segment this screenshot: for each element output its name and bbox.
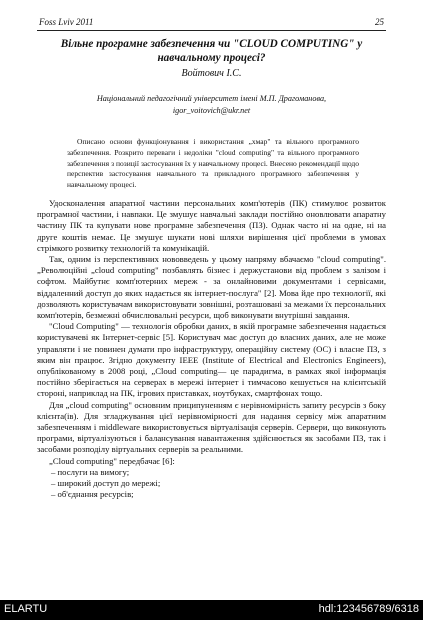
paragraph: „Cloud computing" передбачає [6]: — [49, 455, 175, 466]
paragraph: "Cloud Computing" — технологія обробки даних, в якій програмне забезпечення надається користувачеві як Інтернет-сервіс [5]. Користувач має доступ до власних даних, але не може управляти і не повинен думати про інфраструктуру, операційну систему (ОС) і власне ПЗ, з яким він працює. Згідно документу IEEE (Institute of Electrical and Electronics Engineers), опублікованому в 2008 році, „Cloud computing— це парадигма, в рамках якої інформація постійно зберігається на серверах в мережі інтернет і тимчасово кешується на клієнтській стороні, наприклад на ПК, ігрових приставках, ноутбуках, смартфонах тощо. — [37, 321, 386, 399]
abstract: Описано основи функціонування і використання „хмар" та вільного програмного забезпечення. Розкрито переваги і недоліки "cloud computing" та вільного програмного забезпечення з позиції застосування їх у навчальному процесі. Внесено рекомендації щодо перспектив застосування навчального та прикладного програмного забезпечення у навчальному процесі. — [67, 137, 359, 190]
affiliation: Національний педагогічний університет імені М.П. Драгоманова, — [96, 94, 327, 103]
paper-page — [37, 16, 386, 596]
repository-name: ELARTU — [4, 603, 48, 615]
list-item: – широкий доступ до мережі; — [51, 478, 161, 489]
author-email: igor_voitovich@ukr.net — [172, 106, 251, 115]
list-item: – об'єднання ресурсів; — [51, 489, 134, 500]
affiliation-block — [37, 93, 386, 117]
paragraph: Так, одним із перспективних нововведень у цьому напряму вбачаємо "cloud computing". „Революційні „cloud computing" позбавлять бізнес і держустанови від проблем з залізом і софтом. Майбутнє комп'ютерних мереж - за онлайновими документами і сервісами, віддаленний доступ до яких надається як інтернет-послуга" [2]. Мова йде про технології, які дозволяють користувачам використовувати зовнішні, розташовані за межами їх персональних комп'ютерів, безмежні обчислювальні ресурси, щоб виконувати внутрішні завдання. — [37, 254, 386, 321]
paragraph: Для „cloud computing" основним приципуненням є нерівномірність запиту ресурсів з боку клієнта(ів). Для згладжування цієї нерівномірності для надання сервісу між апаратним забезпеченням і middleware використовується віртуалізація серверів. Сервери, що виконують програми, віртуалізуються і балансування навантаження здійснюється як засобами ПЗ, так і засобами розподілу віртуальних серверів за реальними. — [37, 399, 386, 455]
running-header — [37, 16, 386, 31]
paragraph: Удосконалення апаратної частини персональних комп'ютерів (ПК) стимулює розвиток програмної частини, і навпаки. Це змушує навчальні заклади постійно оновлювати апаратну частину ПК та купувати нове програмне забезпечення (ПЗ). Однак часто ні на одне, ні на друге коштів немає. Це змушує шукати нові шляхи вирішення цієї проблеми в умовах стрімкого розвитку технологій та комунікацій. — [37, 198, 386, 253]
conference-name: Foss Lviv 2011 — [39, 17, 94, 27]
list-item: – послуги на вимогу; — [51, 466, 130, 477]
author-name: Войтович І.С. — [181, 68, 242, 79]
repository-footer — [0, 600, 423, 620]
page-number: 25 — [375, 17, 384, 27]
body-text — [37, 198, 386, 500]
handle-link[interactable]: hdl:123456789/6318 — [318, 603, 419, 615]
feature-list — [37, 467, 386, 501]
paper-title: Вільне програмне забезпечення чи "CLOUD COMPUTING" у навчальному процесі? — [60, 38, 363, 64]
